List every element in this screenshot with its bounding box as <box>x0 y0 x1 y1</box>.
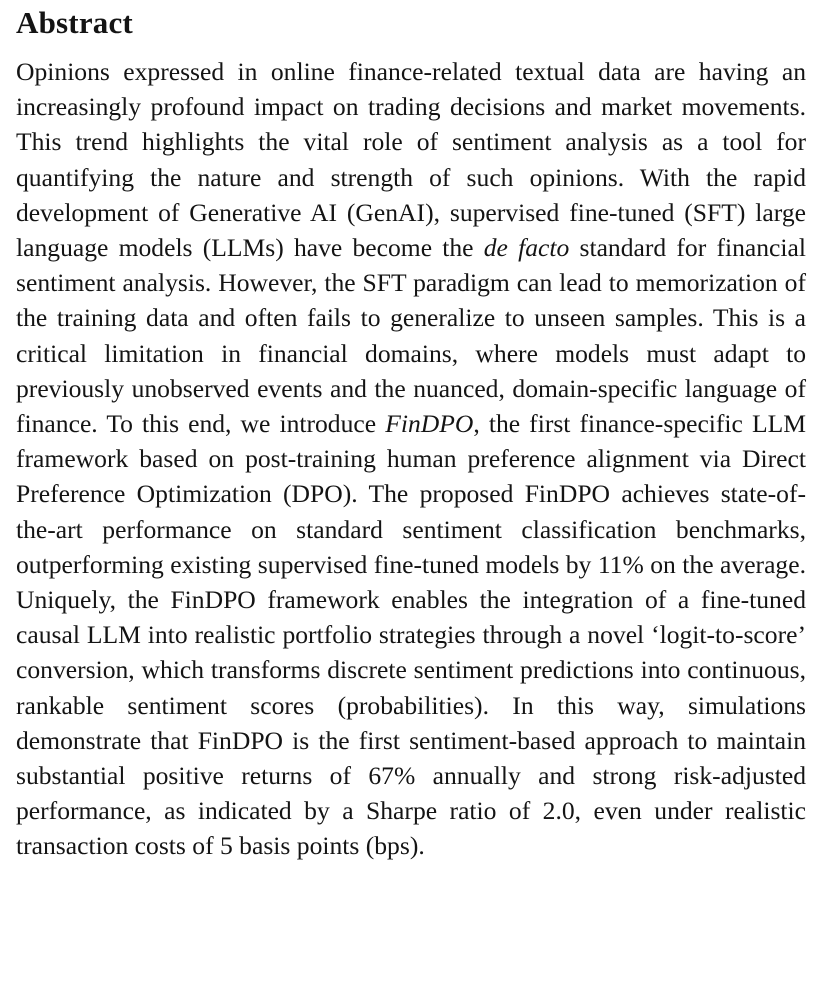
abstract-body <box>16 54 806 864</box>
paper-page <box>16 0 806 864</box>
abstract-heading: Abstract <box>16 5 133 40</box>
emphasis-de-facto: de facto <box>483 233 570 263</box>
emphasis-findpo: FinDPO <box>385 409 474 439</box>
abstract-text-part-2: standard for financial sentiment analysis. However, the SFT paradigm can lead to memorization of the training data and often fails to generalize to unseen samples. This is a critical limitation in financial domains, where models must adapt to previously unobserved events and the nuanced, domain-specific language of finance. To this end, we introduce <box>16 233 806 439</box>
abstract-text-part-1: Opinions expressed in online finance-related textual data are having an increasingly profound impact on trading decisions and market movements. This trend highlights the vital role of sentiment analysis as a tool for quantifying the nature and strength of such opinions. With the rapid development of Generative AI (GenAI), supervised fine-tuned (SFT) large language models (LLMs) have become the <box>16 57 806 263</box>
abstract-text-part-3: , the first finance-specific LLM framework based on post-training human preference alignment via Direct Preference Optimization (DPO). The proposed FinDPO achieves state-of-the-art performance on standard sentiment classification benchmarks, outperforming existing supervised fine-tuned models by 11% on the average. Uniquely, the FinDPO framework enables the integration of a fine-tuned causal LLM into realistic portfolio strategies through a novel ‘logit-to-score’ conversion, which transforms discrete sentiment predictions into continuous, rankable sentiment scores (probabilities). In this way, simulations demonstrate that FinDPO is the first sentiment-based approach to maintain substantial positive returns of 67% annually and strong risk-adjusted performance, as indicated by a Sharpe ratio of 2.0, even under realistic transaction costs of 5 basis points (bps). <box>16 409 807 861</box>
